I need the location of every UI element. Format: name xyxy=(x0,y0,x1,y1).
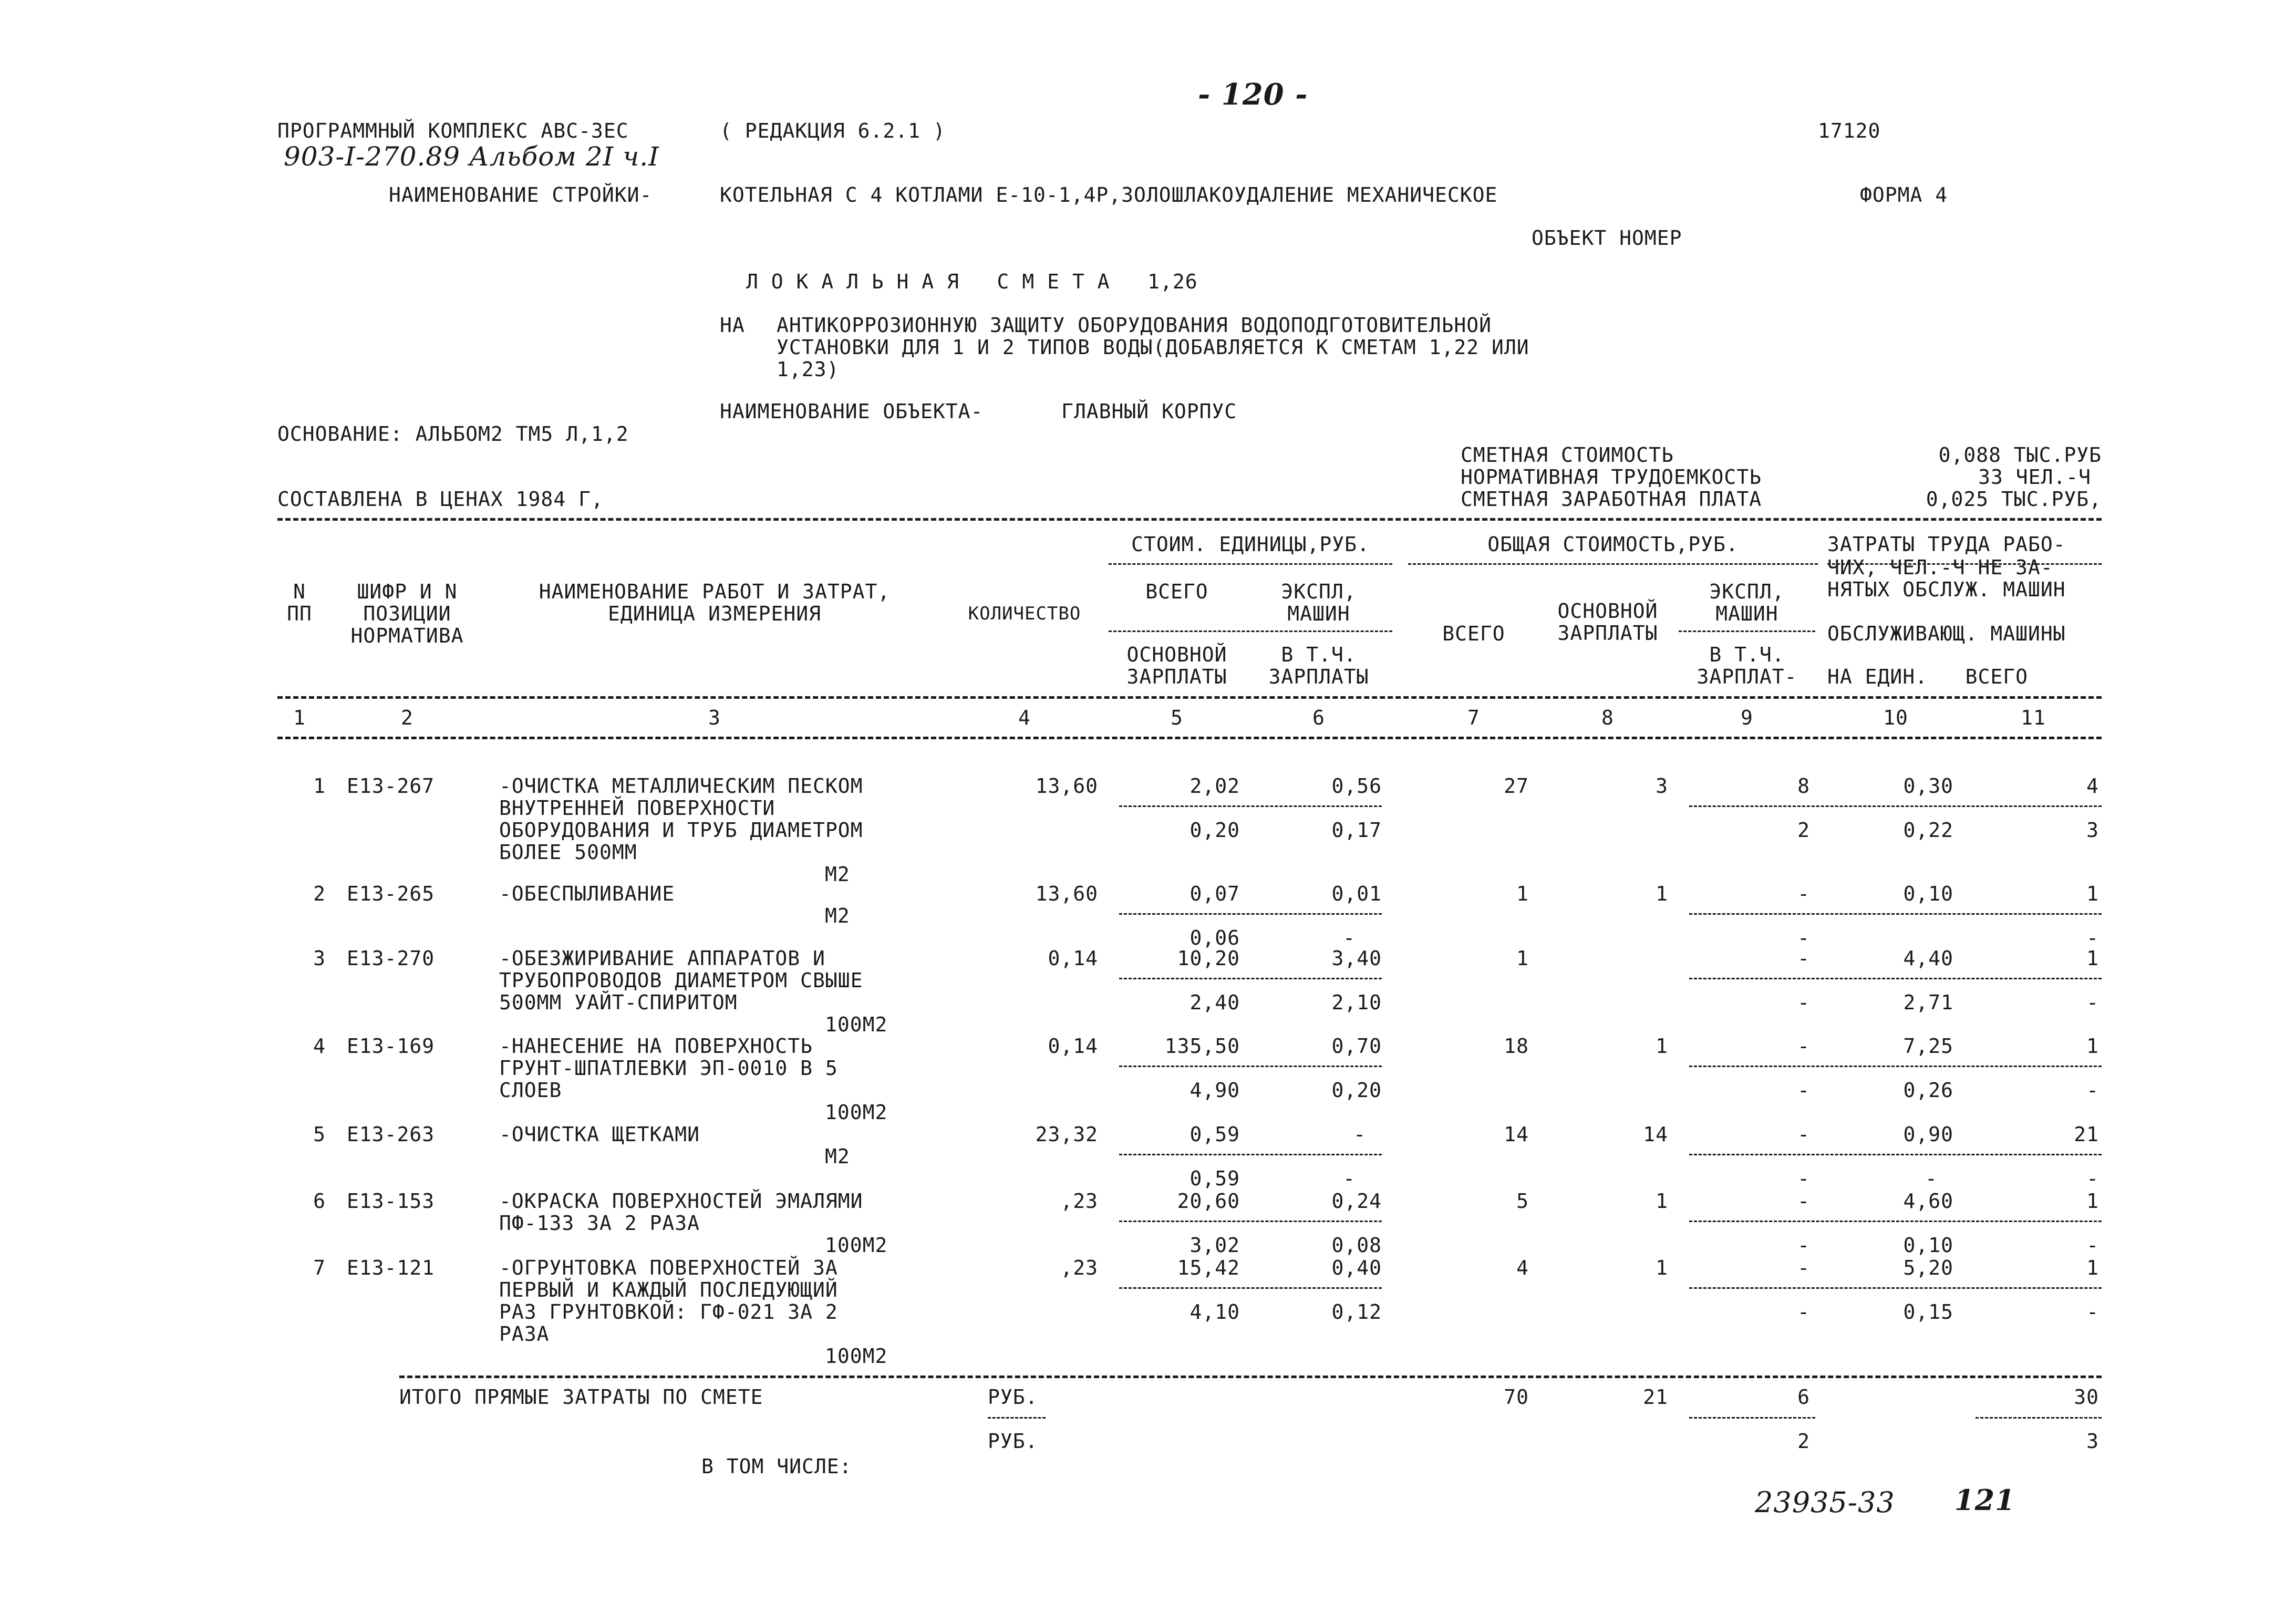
row-3-c10a: 4,40 xyxy=(1903,947,1953,970)
sostavlena: СОСТАВЛЕНА В ЦЕНАХ 1984 Г, xyxy=(277,488,604,511)
row-2-c9a: - xyxy=(1797,882,1810,905)
row-2-c5c: 0,06 xyxy=(1190,926,1240,949)
object-number-label: ОБЪЕКТ НОМЕР xyxy=(1532,226,1682,250)
header-col4: КОЛИЧЕСТВО xyxy=(968,603,1081,624)
sum-label-cost: СМЕТНАЯ СТОИМОСТЬ xyxy=(1461,443,1674,467)
colnum-7: 7 xyxy=(1467,706,1480,729)
header-total-osn-1: ОСНОВНОЙ xyxy=(1557,599,1658,623)
purpose-line-2: УСТАНОВКИ ДЛЯ 1 И 2 ТИПОВ ВОДЫ(ДОБАВЛЯЕТСЯ К СМЕТАМ 1,22 ИЛИ xyxy=(777,336,1529,359)
row-7-c5a: 15,42 xyxy=(1177,1256,1240,1279)
row-6-rule-total xyxy=(1689,1221,2102,1222)
row-3-c5a: 10,20 xyxy=(1177,947,1240,970)
colnum-11: 11 xyxy=(2021,706,2046,729)
row-6-c8: 1 xyxy=(1656,1190,1668,1213)
row-5-c9a: - xyxy=(1797,1123,1810,1146)
header-labor-3: НЯТЫХ ОБСЛУЖ. МАШИН xyxy=(1827,578,2066,601)
header-rule-unit xyxy=(1109,563,1392,565)
colnum-8: 8 xyxy=(1601,706,1614,729)
row-6-c6c: 0,08 xyxy=(1331,1234,1382,1257)
header-col2-line2: ПОЗИЦИИ xyxy=(363,602,451,625)
object-label: НАИМЕНОВАНИЕ ОБЪЕКТА- xyxy=(720,400,984,423)
row-1-c9a: 8 xyxy=(1797,774,1810,798)
row-5-c10a: 0,90 xyxy=(1903,1123,1953,1146)
row-4-c8: 1 xyxy=(1656,1035,1668,1058)
header-col2-line3: НОРМАТИВА xyxy=(350,624,464,647)
row-4-name-1: -НАНЕСЕНИЕ НА ПОВЕРХНОСТЬ xyxy=(499,1035,813,1058)
row-6-c5c: 3,02 xyxy=(1190,1234,1240,1257)
row-2-code: Е13-265 xyxy=(347,882,435,905)
row-4-qty: 0,14 xyxy=(1048,1035,1098,1058)
header-unit-osn-2: ЗАРПЛАТЫ xyxy=(1126,665,1227,688)
row-7-name-2: ПЕРВЫЙ И КАЖДЫЙ ПОСЛЕДУЮЩИЙ xyxy=(499,1278,838,1301)
row-3-c6a: 3,40 xyxy=(1331,947,1382,970)
row-7-name-1: -ОГРУНТОВКА ПОВЕРХНОСТЕЙ ЗА xyxy=(499,1256,838,1279)
row-5-n: 5 xyxy=(313,1123,326,1146)
header-top-rule xyxy=(277,518,2102,521)
row-6-name-2: ПФ-133 ЗА 2 РАЗА xyxy=(499,1212,700,1235)
totals-rule-rub xyxy=(988,1417,1046,1419)
row-1-name-3: ОБОРУДОВАНИЯ И ТРУБ ДИАМЕТРОМ xyxy=(499,819,863,842)
row-6-c11b: - xyxy=(2086,1234,2099,1257)
row-7-c10b: 0,15 xyxy=(1903,1300,1953,1324)
row-4-c9b: - xyxy=(1797,1079,1810,1102)
row-3-name-2: ТРУБОПРОВОДОВ ДИАМЕТРОМ СВЫШЕ xyxy=(499,969,863,992)
stroyka-label: НАИМЕНОВАНИЕ СТРОЙКИ- xyxy=(389,183,653,206)
row-4-c5a: 135,50 xyxy=(1164,1035,1240,1058)
row-4-c6b: 0,20 xyxy=(1331,1079,1382,1102)
row-2-c11b: - xyxy=(2086,926,2099,949)
footer-code: 23935-33 xyxy=(1755,1486,1895,1519)
row-2-qty: 13,60 xyxy=(1035,882,1098,905)
totals-c11a: 30 xyxy=(2074,1385,2099,1409)
row-7-c8: 1 xyxy=(1656,1256,1668,1279)
row-6-name-1: -ОКРАСКА ПОВЕРХНОСТЕЙ ЭМАЛЯМИ xyxy=(499,1190,863,1213)
row-2-rule-unit xyxy=(1119,913,1382,915)
row-1-c10a: 0,30 xyxy=(1903,774,1953,798)
header-total-ekspl-2: МАШИН xyxy=(1715,602,1778,625)
row-4-c5b: 4,90 xyxy=(1190,1079,1240,1102)
row-5-c9b: - xyxy=(1797,1167,1810,1190)
row-5-c6c: - xyxy=(1343,1167,1356,1190)
row-5-c5a: 0,59 xyxy=(1190,1123,1240,1146)
totals-c11b: 3 xyxy=(2086,1430,2099,1453)
row-2-n: 2 xyxy=(313,882,326,905)
row-3-code: Е13-270 xyxy=(347,947,435,970)
row-3-n: 3 xyxy=(313,947,326,970)
colnum-1: 1 xyxy=(293,706,306,729)
row-5-c11b: - xyxy=(2086,1167,2099,1190)
row-2-c5a: 0,07 xyxy=(1190,882,1240,905)
header-col3-line2: ЕДИНИЦА ИЗМЕРЕНИЯ xyxy=(608,602,821,625)
header-total-vtch-1: В Т.Ч. xyxy=(1709,643,1785,666)
row-1-unit: М2 xyxy=(825,863,850,886)
row-6-c11a: 1 xyxy=(2086,1190,2099,1213)
code-right: 17120 xyxy=(1818,119,1881,142)
row-7-c9a: - xyxy=(1797,1256,1810,1279)
row-1-c5b: 0,20 xyxy=(1190,819,1240,842)
row-7-c11b: - xyxy=(2086,1300,2099,1324)
row-3-name-3: 500ММ УАЙТ-СПИРИТОМ xyxy=(499,991,738,1014)
row-5-c6a: - xyxy=(1353,1123,1366,1146)
row-6-code: Е13-153 xyxy=(347,1190,435,1213)
row-4-c7: 18 xyxy=(1504,1035,1529,1058)
header-unit-osn-1: ОСНОВНОЙ xyxy=(1126,643,1227,666)
row-4-c10b: 0,26 xyxy=(1903,1079,1953,1102)
header-unit-ekspl-2: МАШИН xyxy=(1287,602,1350,625)
header-labor-5: НА ЕДИН. ВСЕГО xyxy=(1827,665,2029,688)
row-7-name-3: РАЗ ГРУНТОВКОЙ: ГФ-021 ЗА 2 xyxy=(499,1300,838,1324)
totals-c9a: 6 xyxy=(1797,1385,1810,1409)
row-7-c9b: - xyxy=(1797,1300,1810,1324)
row-7-c11a: 1 xyxy=(2086,1256,2099,1279)
page-number: - 120 - xyxy=(1198,77,1308,112)
row-7-unit: 100М2 xyxy=(825,1345,888,1368)
row-1-c9b: 2 xyxy=(1797,819,1810,842)
sum-value-cost: 0,088 ТЫС.РУБ xyxy=(1938,443,2102,467)
colnum-2: 2 xyxy=(401,706,413,729)
row-4-code: Е13-169 xyxy=(347,1035,435,1058)
row-5-c11a: 21 xyxy=(2074,1123,2099,1146)
row-6-c10b: 0,10 xyxy=(1903,1234,1953,1257)
row-4-rule-total xyxy=(1689,1066,2102,1067)
row-7-code: Е13-121 xyxy=(347,1256,435,1279)
header-unit-vtch-2: ЗАРПЛАТЫ xyxy=(1268,665,1369,688)
row-3-unit: 100М2 xyxy=(825,1013,888,1036)
forma-label: ФОРМА 4 xyxy=(1860,183,1948,206)
header-col2-line1: ШИФР И N xyxy=(357,580,458,603)
row-5-c7: 14 xyxy=(1504,1123,1529,1146)
row-1-c10b: 0,22 xyxy=(1903,819,1953,842)
row-1-qty: 13,60 xyxy=(1035,774,1098,798)
row-2-c8: 1 xyxy=(1656,882,1668,905)
header-col3-line1: НАИМЕНОВАНИЕ РАБОТ И ЗАТРАТ, xyxy=(539,580,891,603)
row-6-qty: ,23 xyxy=(1060,1190,1098,1213)
colnum-5: 5 xyxy=(1171,706,1183,729)
row-3-c11a: 1 xyxy=(2086,947,2099,970)
row-6-unit: 100М2 xyxy=(825,1234,888,1257)
row-2-c7: 1 xyxy=(1516,882,1529,905)
row-3-name-1: -ОБЕЗЖИРИВАНИЕ АППАРАТОВ И xyxy=(499,947,825,970)
header-unit-cost: СТОИМ. ЕДИНИЦЫ,РУБ. xyxy=(1131,533,1370,556)
row-4-c9a: - xyxy=(1797,1035,1810,1058)
purpose-line-3: 1,23) xyxy=(777,358,840,381)
colnum-4: 4 xyxy=(1018,706,1031,729)
row-4-c11b: - xyxy=(2086,1079,2099,1102)
header-unit-ekspl-1: ЭКСПЛ, xyxy=(1281,580,1357,603)
row-5-unit: М2 xyxy=(825,1145,850,1168)
totals-rule-c9 xyxy=(1689,1417,1815,1419)
row-4-name-3: СЛОЕВ xyxy=(499,1079,562,1102)
row-2-rule-total xyxy=(1689,913,2102,915)
row-4-c11a: 1 xyxy=(2086,1035,2099,1058)
totals-label: ИТОГО ПРЯМЫЕ ЗАТРАТЫ ПО СМЕТЕ xyxy=(399,1385,763,1409)
row-6-c9b: - xyxy=(1797,1234,1810,1257)
row-4-c6a: 0,70 xyxy=(1331,1035,1382,1058)
program-name: ПРОГРАММНЫЙ КОМПЛЕКС АВС-3ЕС xyxy=(277,119,629,142)
row-6-rule-unit xyxy=(1119,1221,1382,1222)
row-1-c6a: 0,56 xyxy=(1331,774,1382,798)
sum-label-labor: НОРМАТИВНАЯ ТРУДОЕМКОСТЬ xyxy=(1461,466,1762,489)
footer-page: 121 xyxy=(1954,1483,2015,1517)
row-1-c11a: 4 xyxy=(2086,774,2099,798)
purpose-line-1: АНТИКОРРОЗИОННУЮ ЗАЩИТУ ОБОРУДОВАНИЯ ВОДОПОДГОТОВИТЕЛЬНОЙ xyxy=(777,314,1492,337)
totals-c8: 21 xyxy=(1643,1385,1668,1409)
row-7-c6a: 0,40 xyxy=(1331,1256,1382,1279)
colnum-6: 6 xyxy=(1312,706,1325,729)
row-1-c5a: 2,02 xyxy=(1190,774,1240,798)
header-bottom-rule xyxy=(277,737,2102,739)
totals-v-tom-chisle: В ТОМ ЧИСЛЕ: xyxy=(701,1455,852,1478)
header-unit-vtch-1: В Т.Ч. xyxy=(1281,643,1357,666)
row-1-c8: 3 xyxy=(1656,774,1668,798)
row-7-c6b: 0,12 xyxy=(1331,1300,1382,1324)
row-2-c6a: 0,01 xyxy=(1331,882,1382,905)
header-col1-line1: N xyxy=(293,580,306,603)
row-4-c10a: 7,25 xyxy=(1903,1035,1953,1058)
smeta-title: Л О К А Л Ь Н А Я С М Е Т А 1,26 xyxy=(746,270,1198,293)
header-rule-unit-2 xyxy=(1109,630,1392,632)
row-1-c7: 27 xyxy=(1504,774,1529,798)
header-rule-total xyxy=(1408,563,1818,565)
row-3-qty: 0,14 xyxy=(1048,947,1098,970)
row-6-c9a: - xyxy=(1797,1190,1810,1213)
header-labor-4: ОБСЛУЖИВАЮЩ. МАШИНЫ xyxy=(1827,622,2066,645)
stroyka-value: КОТЕЛЬНАЯ С 4 КОТЛАМИ Е-10-1,4Р,ЗОЛОШЛАКОУДАЛЕНИЕ МЕХАНИЧЕСКОЕ xyxy=(720,183,1498,206)
row-2-c9b: - xyxy=(1797,926,1810,949)
header-total-osn-2: ЗАРПЛАТЫ xyxy=(1557,622,1658,645)
row-2-c11a: 1 xyxy=(2086,882,2099,905)
row-1-rule-total xyxy=(1689,805,2102,807)
row-5-c8: 14 xyxy=(1643,1123,1668,1146)
row-7-name-4: РАЗА xyxy=(499,1322,550,1346)
row-1-code: Е13-267 xyxy=(347,774,435,798)
row-5-c10b: - xyxy=(1925,1167,1938,1190)
row-1-name-1: -ОЧИСТКА МЕТАЛЛИЧЕСКИМ ПЕСКОМ xyxy=(499,774,863,798)
row-7-c10a: 5,20 xyxy=(1903,1256,1953,1279)
row-7-rule-unit xyxy=(1119,1287,1382,1289)
row-3-c9a: - xyxy=(1797,947,1810,970)
sum-value-labor: 33 ЧЕЛ.-Ч xyxy=(1978,466,2091,489)
row-5-rule-total xyxy=(1689,1154,2102,1155)
row-2-c6c: - xyxy=(1343,926,1356,949)
header-col1-line2: ПП xyxy=(287,602,312,625)
header-labor-1: ЗАТРАТЫ ТРУДА РАБО- xyxy=(1827,533,2066,556)
row-6-c6a: 0,24 xyxy=(1331,1190,1382,1213)
row-1-name-4: БОЛЕЕ 500ММ xyxy=(499,841,637,864)
row-3-c11b: - xyxy=(2086,991,2099,1014)
colnum-3: 3 xyxy=(708,706,721,729)
row-7-c5b: 4,10 xyxy=(1190,1300,1240,1324)
row-3-rule-unit xyxy=(1119,978,1382,979)
totals-top-rule xyxy=(399,1376,2102,1378)
row-7-c7: 4 xyxy=(1516,1256,1529,1279)
object-value: ГЛАВНЫЙ КОРПУС xyxy=(1061,400,1237,423)
row-2-unit: М2 xyxy=(825,904,850,927)
row-5-c5c: 0,59 xyxy=(1190,1167,1240,1190)
row-5-qty: 23,32 xyxy=(1035,1123,1098,1146)
row-4-rule-unit xyxy=(1119,1066,1382,1067)
row-4-n: 4 xyxy=(313,1035,326,1058)
row-3-c5b: 2,40 xyxy=(1190,991,1240,1014)
header-total-vtch-2: ЗАРПЛАТ- xyxy=(1697,665,1797,688)
row-7-rule-total xyxy=(1689,1287,2102,1289)
header-total-all: ВСЕГО xyxy=(1442,622,1505,645)
row-1-rule-unit xyxy=(1119,805,1382,807)
row-4-name-2: ГРУНТ-ШПАТЛЕВКИ ЭП-0010 В 5 xyxy=(499,1057,838,1080)
header-labor-2: ЧИХ, ЧЕЛ.-Ч НЕ ЗА- xyxy=(1827,556,2053,579)
header-mid-rule xyxy=(277,696,2102,699)
header-total-cost: ОБЩАЯ СТОИМОСТЬ,РУБ. xyxy=(1487,533,1739,556)
program-edition: ( РЕДАКЦИЯ 6.2.1 ) xyxy=(720,119,946,142)
row-2-name-1: -ОБЕСПЫЛИВАНИЕ xyxy=(499,882,675,905)
row-3-c9b: - xyxy=(1797,991,1810,1014)
row-3-rule-total xyxy=(1689,978,2102,979)
row-6-c5a: 20,60 xyxy=(1177,1190,1240,1213)
row-4-unit: 100М2 xyxy=(825,1101,888,1124)
row-3-c10b: 2,71 xyxy=(1903,991,1953,1014)
album-reference: 903-I-270.89 Альбом 2I ч.I xyxy=(284,141,659,172)
totals-rub-2: РУБ. xyxy=(988,1430,1038,1453)
row-5-code: Е13-263 xyxy=(347,1123,435,1146)
row-7-qty: ,23 xyxy=(1060,1256,1098,1279)
purpose-na: НА xyxy=(720,314,745,337)
totals-rule-c11 xyxy=(1976,1417,2102,1419)
osnovanie: ОСНОВАНИЕ: АЛЬБОМ2 ТМ5 Л,1,2 xyxy=(277,422,629,446)
row-6-n: 6 xyxy=(313,1190,326,1213)
colnum-9: 9 xyxy=(1741,706,1753,729)
totals-rub-1: РУБ. xyxy=(988,1385,1038,1409)
row-1-n: 1 xyxy=(313,774,326,798)
row-5-rule-unit xyxy=(1119,1154,1382,1155)
sum-label-salary: СМЕТНАЯ ЗАРАБОТНАЯ ПЛАТА xyxy=(1461,488,1762,511)
row-3-c6b: 2,10 xyxy=(1331,991,1382,1014)
row-6-c10a: 4,60 xyxy=(1903,1190,1953,1213)
row-3-c7: 1 xyxy=(1516,947,1529,970)
row-6-c7: 5 xyxy=(1516,1190,1529,1213)
row-5-name-1: -ОЧИСТКА ЩЕТКАМИ xyxy=(499,1123,700,1146)
row-7-n: 7 xyxy=(313,1256,326,1279)
header-total-ekspl-1: ЭКСПЛ, xyxy=(1709,580,1785,603)
row-1-name-2: ВНУТРЕННЕЙ ПОВЕРХНОСТИ xyxy=(499,797,775,820)
colnum-10: 10 xyxy=(1883,706,1908,729)
header-unit-all: ВСЕГО xyxy=(1145,580,1208,603)
sum-value-salary: 0,025 ТЫС.РУБ, xyxy=(1926,488,2102,511)
totals-c7: 70 xyxy=(1504,1385,1529,1409)
header-rule-total-2 xyxy=(1679,630,1815,632)
row-2-c10a: 0,10 xyxy=(1903,882,1953,905)
totals-c9b: 2 xyxy=(1797,1430,1810,1453)
row-1-c6b: 0,17 xyxy=(1331,819,1382,842)
row-1-c11b: 3 xyxy=(2086,819,2099,842)
